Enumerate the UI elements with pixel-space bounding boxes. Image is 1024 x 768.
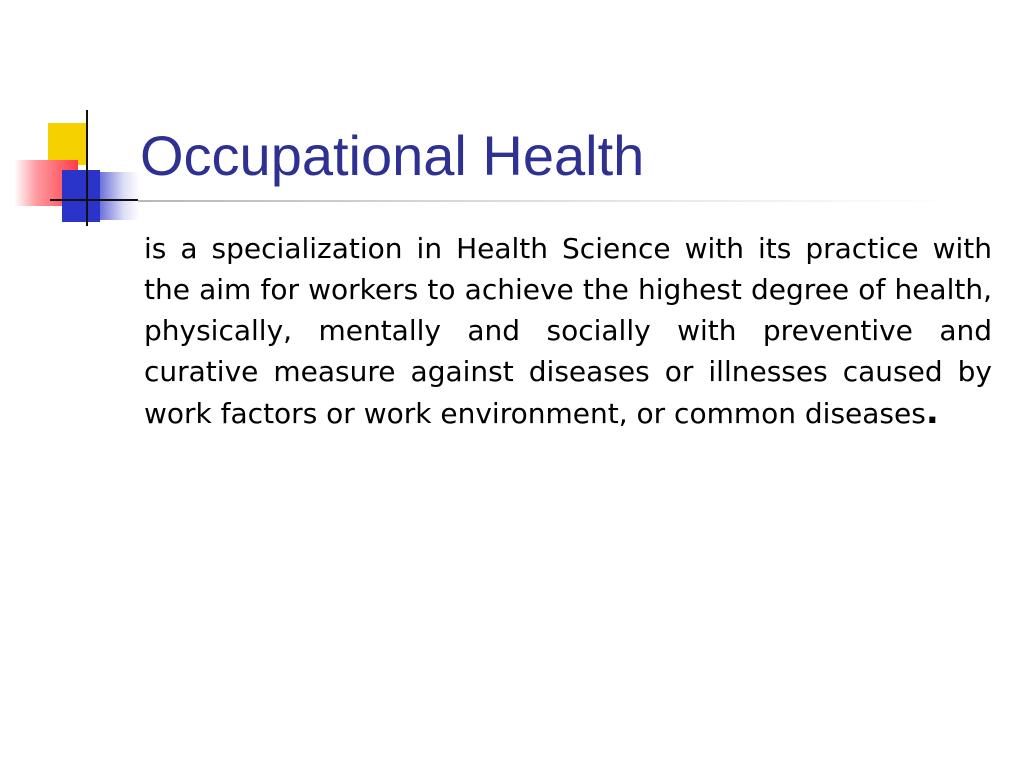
yellow-square-decoration xyxy=(48,123,88,165)
vertical-line-decoration xyxy=(86,110,88,226)
blue-fade-decoration xyxy=(100,172,140,220)
body-text-content: is a specialization in Health Science with its practice with the aim for workers to achieve the highest degree of health, physically, mentally and socially with preventive and curative measure against diseases or illnesses caused by work factors or work environment, or common diseases xyxy=(144,232,992,430)
corner-decoration xyxy=(0,0,160,240)
horizontal-line-decoration xyxy=(50,199,138,201)
title-underline xyxy=(138,200,958,202)
slide-title: Occupational Health xyxy=(140,124,645,187)
blue-square-decoration xyxy=(62,170,100,222)
slide-body-text xyxy=(144,228,992,434)
body-text-period: . xyxy=(925,392,939,432)
